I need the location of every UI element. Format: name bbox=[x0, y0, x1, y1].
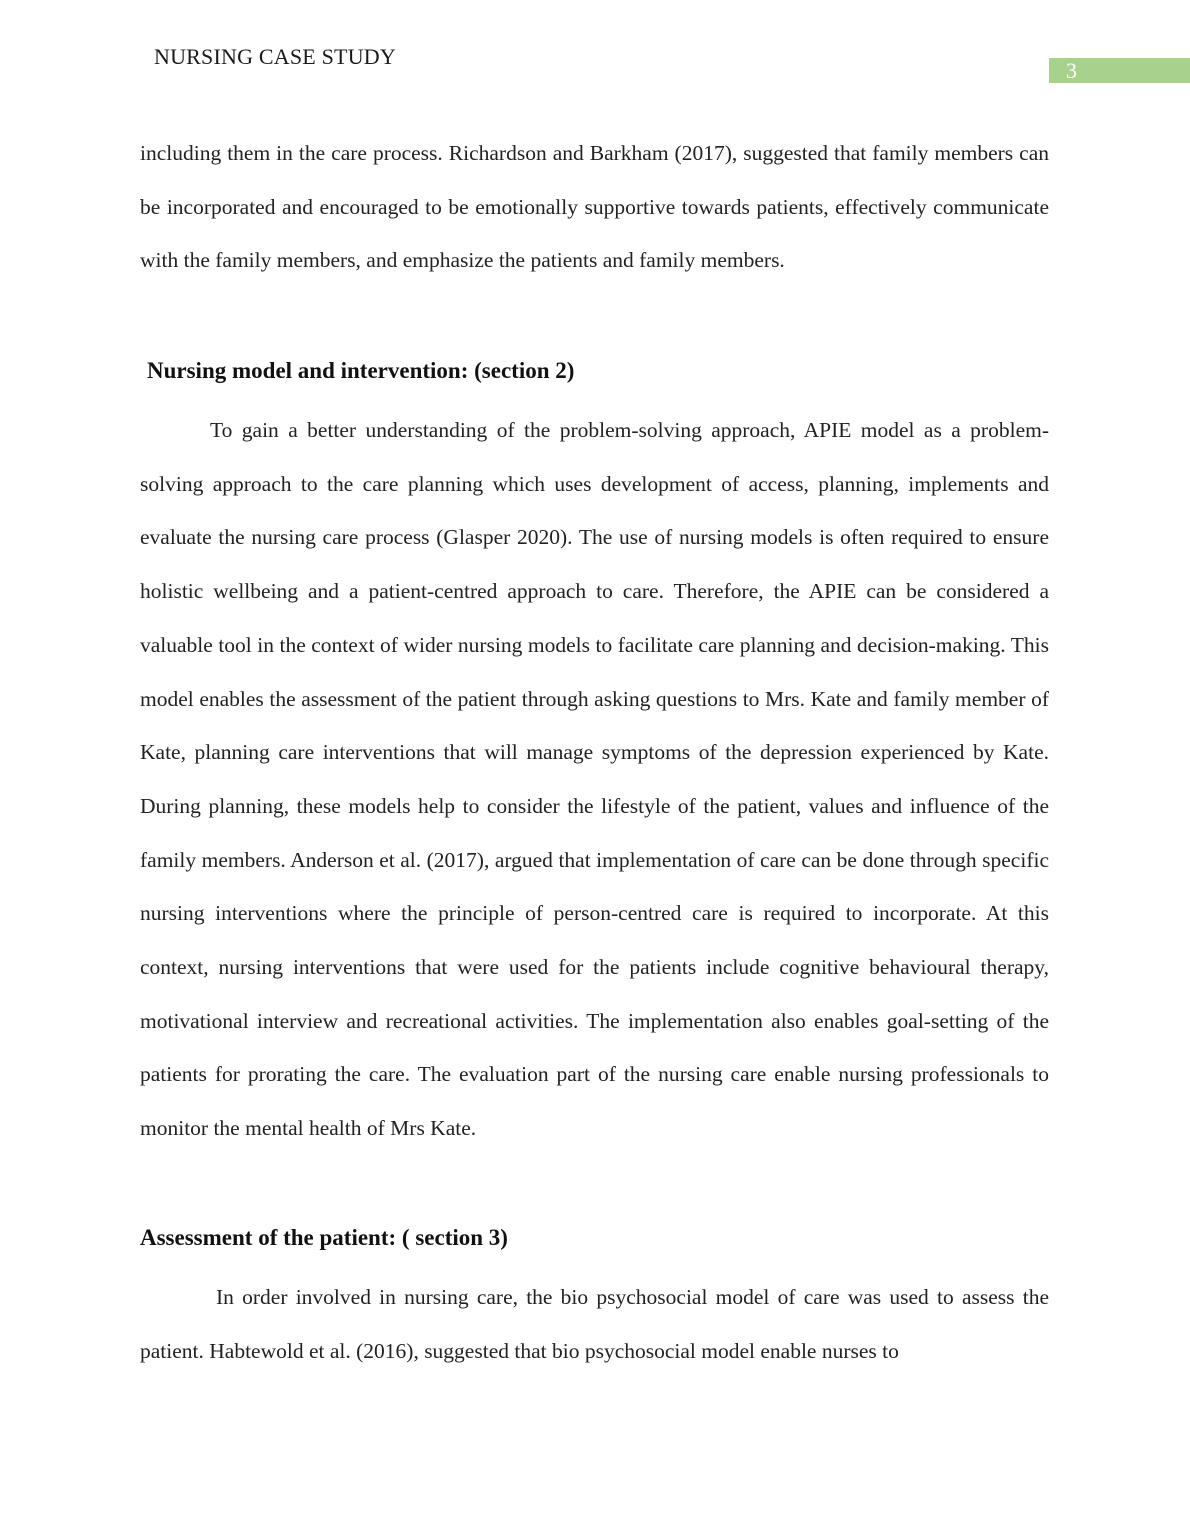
paragraph-family-involvement: including them in the care process. Richardson and Barkham (2017), suggested that family members can be incorporated and encouraged to be emotionally supportive towards patients, effectively communicate with the family members, and emphasize the patients and family members. bbox=[140, 141, 1049, 273]
heading-section-2: Nursing model and intervention: (section 2) bbox=[147, 358, 575, 383]
running-head: NURSING CASE STUDY bbox=[154, 44, 396, 69]
heading-section-3: Assessment of the patient: ( section 3) bbox=[140, 1225, 508, 1250]
paragraph-apie-model: To gain a better understanding of the problem-solving approach, APIE model as a problem-solving approach to the care planning which uses development of access, planning, implements and evaluate the nursing care process (Glasper 2020). The use of nursing models is often required to ensure holistic wellbeing and a patient-centred approach to care. Therefore, the APIE can be considered a valuable tool in the context of wider nursing models to facilitate care planning and decision-making. This model enables the assessment of the patient through asking questions to Mrs. Kate and family member of Kate, planning care interventions that will manage symptoms of the depression experienced by Kate. During planning, these models help to consider the lifestyle of the patient, values and influence of the family members. Anderson et al. (2017), argued that implementation of care can be done through specific nursing interventions where the principle of person-centred care is required to incorporate. At this context, nursing interventions that were used for the patients include cognitive behavioural therapy, motivational interview and recreational activities. The implementation also enables goal-setting of the patients for prorating the care. The evaluation part of the nursing care enable nursing professionals to monitor the mental health of Mrs Kate. bbox=[140, 418, 1049, 1141]
page-number: 3 bbox=[1066, 58, 1077, 83]
page-number-badge bbox=[1049, 58, 1190, 83]
paragraph-patient-assessment: In order involved in nursing care, the bio psychosocial model of care was used to assess the patient. Habtewold et al. (2016), suggested that bio psychosocial model enable nurses to bbox=[140, 1285, 1049, 1363]
